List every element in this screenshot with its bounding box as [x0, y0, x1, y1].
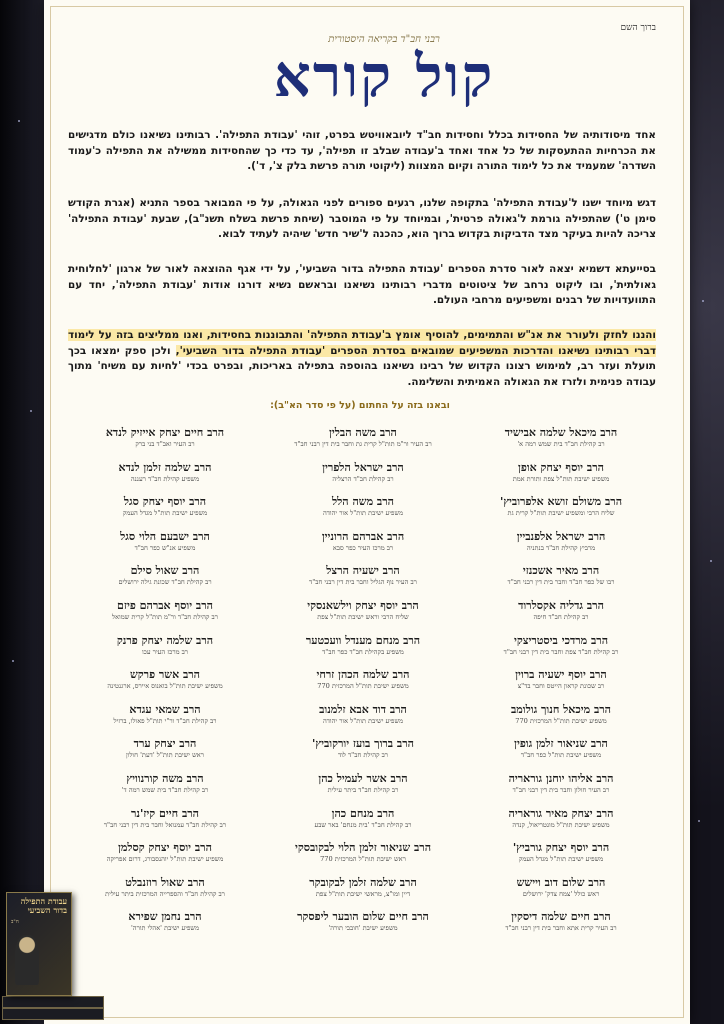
signature-item: הרב אשר פרקש משפיע ישיבת תות"ל בואנוס איירס, ארגנטינה [107, 668, 223, 691]
signature-item: הרב יוסף יצחק גורביץ' משפיע ישיבת תות"ל מגדל העמק [512, 841, 610, 864]
signature-item: הרב משולם זושא אלפרוביץ' שליח הרבי ומשפיע ישיבת תות"ל קרית גת [499, 495, 623, 518]
signature-item: הרב גדליה אקסלרוד רב קהילת חב"ד חיפה [518, 598, 604, 621]
paragraph-2: דגש מיוחד ישנו ל'עבודת התפילה' בתקופה שלנו, רגעים ספורים לפני הגאולה, על פי המבואר בספר התניא (אגרת הקודש סימן ט') שהתפילה גורמת ל'גאולה פרטית', ובמיוחד על פי המוסבר (שיחת פרשת בשלח תשנ"ב), שבעת 'עבודת התפילה' צריכה להיות בעיקר מצד הדביקות בקדוש ברוך הוא, כהכנה ל'שיר חדש' שיהיה לעתיד לבוא. [68, 197, 656, 240]
signature-item: הרב משה הבלין רב העיר ור"מ תות"ל קרית גת וחבר בית דין רבני חב"ד [294, 426, 432, 448]
signature-item: הרב נחמן שפירא משפיע ישיבת 'אהלי תורה' [128, 910, 202, 933]
signatures-grid [66, 426, 660, 986]
signature-item: הרב שלום דוב ויישש ראש כולל 'צמח צדק' ירושלים [516, 875, 606, 898]
signature-item: הרב שלמה זלמן לבקובקר דיין ומו"צ, מראשי ישיבת תות"ל צפת [309, 875, 417, 898]
signature-item: הרב חיים שלמה דיסקין רב העיר קרית אתא וחבר בית דין רבני חב"ד [505, 910, 617, 933]
signature-item: הרב שאול סילם רב קהילת חב"ד שכונת גילה ירושלים [118, 564, 212, 587]
signature-item: הרב ברוך בועז יורקוביץ' רב קהילת חב"ד לוד [312, 737, 414, 760]
paragraph-1: אחד מיסודותיה של החסידות בכלל וחסידות חב"ד ליובאוויטש בפרט, זוהי 'עבודת התפילה'. רבותינו נשיאנו כולם מדגישים את הכרחיות ההתעסקות של כל אחד ואחד ב'עבודה שבלב זו תפילה', עד כדי כך שהחסידות ממשילה את התפילה כ'עמוד השדרה' שמעמיד את כל לימוד התורה וקיום המצוות (ליקוטי תורה פרשת בלק צ', ד'). [68, 129, 656, 172]
signature-item: הרב מיכאל חנוך גולומב משפיע ישיבת תות"ל המרכזית 770 [510, 702, 612, 725]
title-kicker: רבני חב"ד בקריאה היסטורית [328, 34, 440, 45]
book-spine [2, 1008, 104, 1020]
highlighted-call: והננו לחזק ולעורר את אנ"ש והתמימים, להוסיף אומץ ב'עבודת התפילה' והתבוננות בחסידות, ואנו ממליצים בזה על לימוד דברי רבותינו נשיאנו והדרכות המשפיעים שמובאים בסדרת הספרים 'עבודת התפילה בדור השביעי', [68, 329, 657, 357]
signature-item: הרב שמאי עגדא רב קהילת חב"ד ור"י תות"ל פאולו, ברזיל [113, 702, 217, 725]
signature-item: הרב שניאור זלמן גופין משפיע ישיבת תות"ל כפר חב"ד [514, 737, 608, 760]
paragraph-3: בסייעתא דשמיא יצאה לאור סדרת הספרים 'עבודת התפילה בדור השביעי', על ידי אגף ההוצאה לאור של ארגון 'לחלוחית גאולתית', ובו ליקוט נרחב של ציטוטים מדברי רבותינו נשיאנו ובראשם נשיא דורנו אודות 'עבודת התפילה', יחד עם התוועדויות של רבנים ומשפיעים מרחבי העולם. [68, 263, 656, 306]
signature-item: הרב חיים יצחק אייזיק לנדא רב העיר ואב"ד בני ברק [105, 426, 225, 448]
book-title: עבודת התפילה בדור השביעי [20, 896, 67, 915]
signature-item: הרב דוד אבא זלמנוב משפיע ישיבת תות"ל אור יהודה [319, 702, 407, 725]
star-sparkle [18, 120, 20, 122]
signature-item: הרב יצחק ערד ראש ישיבת תות"ל 'דעת' חולון [125, 737, 204, 760]
signature-item: הרב חיים קיז'נר רב קהילת חב"ד עמנואל וחבר בית דין רבני חב"ד [103, 806, 227, 829]
signature-item: הרב יוסף יצחק קסלמן משפיע ישיבת תות"ל יוהנסבורג, דרום אפריקה [106, 841, 224, 864]
signature-item: הרב יוסף אברהם פיזם רב קהילת חב"ד ור"מ תות"ל קרית שמואל [112, 598, 218, 621]
signature-item: הרב יוסף יצחק אופן משפיע ישיבת תות"ל צפת ותורת אמת [512, 460, 610, 483]
background-right-panel [684, 0, 724, 1024]
book-cover [6, 892, 72, 996]
star-sparkle [12, 660, 14, 662]
signature-item: הרב אשר לעמיל כהן רב קהילת חב"ד ביתר עילית [318, 771, 408, 794]
baruch-hashem-heading: ברוך השם [620, 23, 656, 33]
signature-item: הרב אברהם הרוניין רב מרכז העיר כפר סבא [321, 529, 405, 552]
signature-item: הרב ישראל אלפנביין מרביץ קהילת חב"ד בנתניה [516, 529, 606, 552]
signature-item: הרב יוסף יצחק סגל משפיע ישיבת תות"ל מגדל העמק [122, 495, 208, 518]
signature-item: הרב שלמה יצחק פרנק רב מרכז העיר עכו [116, 633, 214, 656]
paragraph-4-rest: ולכן ספק ימצאו בכך תועלת ועזר רב, למימוש רצונו הקדוש של רבינו נשיאנו בהוספה בתפילה באריכות, ובפרט בכדי 'לחיות עם משיח' מתוך עבודה פנימית ולזרז את הגאולה האמיתית והשלימה. [68, 344, 656, 388]
star-sparkle [710, 560, 712, 562]
signature-item: הרב חיים שלום הובער ליפסקר משפיע ישיבת 'חובבי תורה' [297, 910, 429, 933]
star-sparkle [30, 410, 32, 412]
rebbe-portrait-icon [15, 935, 39, 985]
paragraph-4 [68, 328, 656, 390]
signature-item: הרב ישעיה הרצל רב העיר נוף הגליל וחבר בית דין רבני חב"ד [309, 564, 417, 587]
signatures-header: ובאנו בזה על החתום (על פי סדר הא"ב): [270, 400, 450, 411]
signature-item: הרב שניאור זלמן הלוי לבקובסקי ראש ישיבת תות"ל המרכזית 770 [294, 841, 432, 864]
signature-item: הרב שלמה הכהן זרחי משפיע ישיבת תות"ל המרכזית 770 [316, 668, 410, 691]
signature-item: הרב ישראל הלפרין רב קהילת חב"ד הרצליה [322, 460, 404, 483]
signature-item: הרב יוסף יצחק וילשאנסקי שליח הרבי וראש ישיבת תות"ל צפת [307, 598, 419, 621]
page-title: קול קורא [273, 42, 495, 110]
signature-item: הרב מנחם מענדל וועכטער משפיע בקהילת חב"ד כפר חב"ד [305, 633, 421, 656]
book-image [0, 884, 104, 1024]
signature-item: הרב משה הלל משפיע ישיבת תות"ל אור יהודה [322, 495, 404, 518]
signature-item: הרב שאול רוזנבלט רב קהילת חב"ד והספרייה המרכזית ביתר עילית [105, 875, 225, 898]
book-spine [2, 996, 104, 1008]
signature-item: הרב אליהו יוחנן גוראריה רב העיר חולון וחבר בית דין רבני חב"ד [508, 771, 614, 794]
signature-item: הרב משה קורנוויץ רב קהילת חב"ד בית שמש רמה ד' [121, 771, 209, 794]
signature-item: הרב שלמה זלמן לנדא משפיע קהילת חב"ד רעננה [118, 460, 212, 483]
signature-item: הרב מרדכי ביסטריצקי רב קהילת חב"ד צפת וחבר בית דין רבני חב"ד [503, 633, 619, 656]
signature-item: הרב ישבעם הלוי סגל משפיע אנ"ש כפר חב"ד [120, 529, 210, 552]
signature-item: הרב מיכאל שלמה אבישיד רב קהילת חב"ד בית שמש רמה א' [504, 426, 618, 448]
signature-item: הרב מאיר אשכנזי רבו של כפר חב"ד וחבר בית דין רבני חב"ד [507, 564, 615, 587]
signature-item: הרב יצחק מאיר גוראריה משפיע ישיבת תות"ל מונטריאול, קנדה [508, 806, 614, 829]
book-subtitle: ח"ב [11, 919, 19, 925]
star-sparkle [702, 300, 704, 302]
signature-item: הרב יוסף ישעיה ברוין רב שכונת קראון הייטס וחבר בד"צ [515, 668, 607, 691]
star-sparkle [698, 820, 700, 822]
signature-item: הרב מנחם כהן רב קהילת חב"ד 'בית מנחם' באר שבע [314, 806, 412, 829]
